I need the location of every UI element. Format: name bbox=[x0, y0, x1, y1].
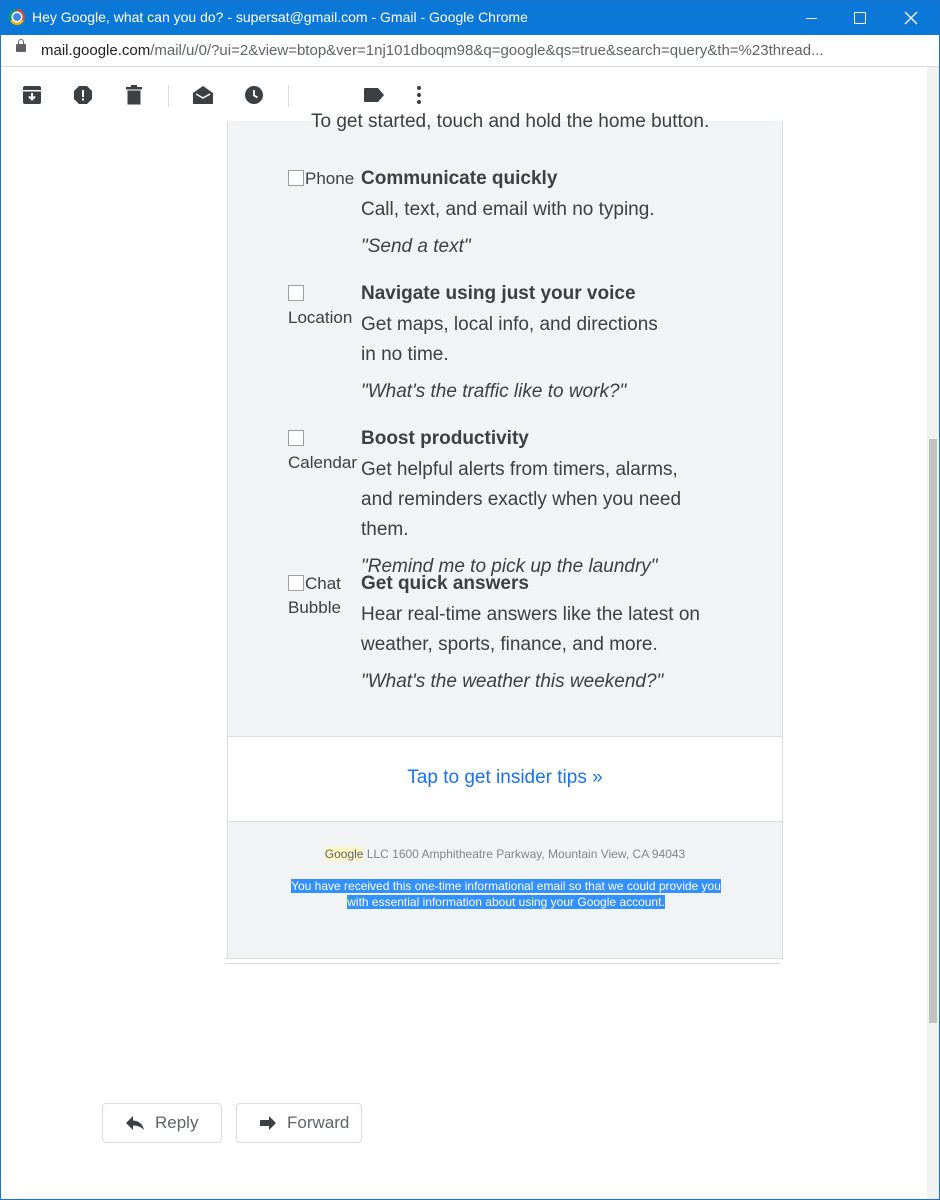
window-title: Hey Google, what can you do? - supersat@gmail.com - Gmail - Google Chrome bbox=[32, 9, 528, 25]
snooze-button[interactable] bbox=[242, 83, 266, 107]
feature-image: Calendar bbox=[288, 427, 360, 475]
feature-description: Hear real-time answers like the latest on weather, sports, finance, and more. bbox=[361, 604, 700, 655]
broken-image-icon bbox=[288, 575, 304, 591]
toolbar-divider bbox=[288, 85, 289, 107]
chrome-logo-icon bbox=[9, 9, 25, 25]
delete-icon bbox=[125, 85, 143, 105]
feature-image: Chat Bubble bbox=[288, 574, 341, 617]
feature-description: Get maps, local info, and directions in no time. bbox=[361, 314, 658, 365]
feature-quote: "What's the traffic like to work?" bbox=[361, 381, 627, 402]
close-icon bbox=[904, 11, 918, 25]
footer-note bbox=[286, 878, 726, 910]
forward-label: Forward bbox=[287, 1113, 350, 1132]
label-icon bbox=[363, 87, 385, 103]
feature-title: Get quick answers bbox=[361, 573, 529, 594]
mark-unread-button[interactable] bbox=[191, 83, 215, 107]
feature-description: Get helpful alerts from timers, alarms, and reminders exactly when you need them. bbox=[361, 459, 682, 540]
scrollbar[interactable] bbox=[927, 67, 939, 1199]
url-path: /mail/u/0/?ui=2&view=btop&ver=1nj101dboqm98&q=google&qs=true&search=query&th=%23thread... bbox=[150, 42, 824, 59]
forward-button[interactable] bbox=[236, 1103, 362, 1143]
feature-title: Navigate using just your voice bbox=[361, 283, 636, 304]
close-button[interactable] bbox=[888, 1, 934, 35]
reply-icon bbox=[125, 1115, 145, 1131]
search-highlight: Google bbox=[324, 847, 364, 861]
scrollbar-thumb[interactable] bbox=[929, 439, 937, 1023]
mark-unread-icon bbox=[192, 85, 214, 105]
archive-button[interactable] bbox=[20, 83, 44, 107]
reply-label: Reply bbox=[155, 1113, 199, 1132]
more-icon bbox=[416, 85, 422, 105]
reply-button[interactable] bbox=[102, 1103, 222, 1143]
insider-tips-link[interactable]: Tap to get insider tips » bbox=[407, 767, 603, 788]
snooze-icon bbox=[244, 85, 264, 105]
feature-description: Call, text, and email with no typing. bbox=[361, 199, 655, 220]
selected-text: You have received this one-time informational email so that we could provide you with essential information about using your Google account. bbox=[291, 879, 721, 909]
email-card bbox=[227, 121, 783, 959]
archive-icon bbox=[22, 85, 42, 105]
address-bar[interactable] bbox=[1, 35, 939, 67]
broken-image-icon bbox=[288, 430, 304, 446]
tips-box bbox=[228, 736, 782, 822]
minimize-icon bbox=[806, 18, 817, 19]
feature-title: Boost productivity bbox=[361, 428, 529, 449]
maximize-icon bbox=[854, 12, 866, 24]
toolbar-divider bbox=[168, 85, 169, 107]
forward-icon bbox=[259, 1115, 277, 1131]
maximize-button[interactable] bbox=[837, 1, 883, 35]
feature-image: Location bbox=[288, 282, 360, 330]
broken-image-icon bbox=[288, 285, 304, 301]
label-button[interactable] bbox=[362, 83, 386, 107]
url-text[interactable] bbox=[41, 42, 921, 59]
message-body bbox=[1, 111, 927, 1199]
title-bar bbox=[1, 1, 939, 35]
report-spam-icon bbox=[73, 85, 93, 105]
feature-quote: "Remind me to pick up the laundry" bbox=[361, 556, 658, 577]
feature-quote: "What's the weather this weekend?" bbox=[361, 671, 664, 692]
broken-image-icon bbox=[288, 170, 304, 186]
report-spam-button[interactable] bbox=[71, 83, 95, 107]
delete-button[interactable] bbox=[122, 83, 146, 107]
feature-quote: "Send a text" bbox=[361, 236, 471, 257]
cut-off-line: To get started, touch and hold the home button. bbox=[311, 111, 710, 132]
minimize-button[interactable] bbox=[788, 1, 834, 35]
feature-image: Phone bbox=[288, 167, 360, 191]
lock-icon bbox=[16, 44, 26, 52]
footer-address: Google LLC 1600 Amphitheatre Parkway, Mountain View, CA 94043 bbox=[324, 847, 686, 861]
feature-title: Communicate quickly bbox=[361, 168, 558, 189]
card-bottom-border bbox=[225, 958, 781, 964]
more-button[interactable] bbox=[407, 83, 431, 107]
url-host: mail.google.com bbox=[41, 42, 151, 59]
